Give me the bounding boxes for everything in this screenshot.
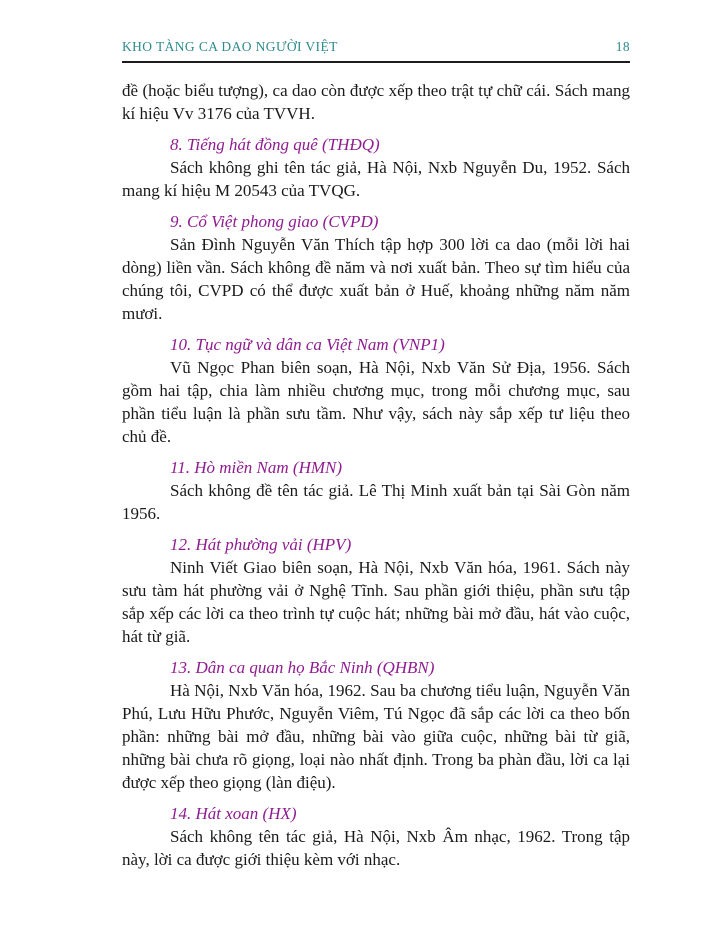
section-paragraph: Sách không tên tác giả, Hà Nội, Nxb Âm nhạc, 1962. Trong tập này, lời ca được giới thiệu kèm với nhạc. — [122, 827, 630, 869]
section-heading: 14. Hát xoan (HX) — [170, 804, 297, 823]
intro-paragraph: đề (hoặc biểu tượng), ca dao còn được xếp theo trật tự chữ cái. Sách mang kí hiệu Vv 3176 của TVVH. — [122, 81, 630, 123]
section-heading: 8. Tiếng hát đồng quê (THĐQ) — [170, 135, 380, 154]
section-paragraph: Sách không ghi tên tác giả, Hà Nội, Nxb Nguyễn Du, 1952. Sách mang kí hiệu M 20543 của TVQG. — [122, 158, 630, 200]
header-title: KHO TÀNG CA DAO NGƯỜI VIỆT — [122, 39, 338, 54]
section-heading: 12. Hát phường vải (HPV) — [170, 535, 352, 554]
section — [122, 333, 630, 448]
section — [122, 210, 630, 325]
section — [122, 456, 630, 525]
section-heading: 9. Cổ Việt phong giao (CVPD) — [170, 212, 379, 231]
header-page-number: 18 — [615, 39, 630, 54]
section-heading: 11. Hò miền Nam (HMN) — [170, 458, 343, 477]
section — [122, 802, 630, 871]
section — [122, 656, 630, 794]
section-paragraph: Sản Đình Nguyễn Văn Thích tập hợp 300 lời ca dao (mỗi lời hai dòng) liền vần. Sách không đề năm và nơi xuất bản. Theo sự tìm hiểu của chúng tôi, CVPD có thể được xuất bản ở Huế, khoảng những năm năm mươi. — [122, 235, 630, 323]
section-paragraph: Hà Nội, Nxb Văn hóa, 1962. Sau ba chương tiểu luận, Nguyễn Văn Phú, Lưu Hữu Phước, Nguyễn Viêm, Tú Ngọc đã sắp các lời ca theo bốn phần: những bài mở đầu, những bài vào giữa cuộc, những bài từ giã, những bài chưa rõ giọng, loại nào nhất định. Trong ba phàn đầu, lời ca lại được xếp theo giọng (làn điệu). — [122, 681, 630, 792]
document-body — [122, 79, 630, 871]
section-paragraph: Sách không đề tên tác giả. Lê Thị Minh xuất bản tại Sài Gòn năm 1956. — [122, 481, 630, 523]
section-heading: 13. Dân ca quan họ Bắc Ninh (QHBN) — [170, 658, 435, 677]
section — [122, 133, 630, 202]
section-paragraph: Vũ Ngọc Phan biên soạn, Hà Nội, Nxb Văn Sử Địa, 1956. Sách gồm hai tập, chia làm nhiều chương mục, trong mỗi chương mục, sau phần tiểu luận là phần sưu tầm. Như vậy, sách này sắp xếp tư liệu theo chủ đề. — [122, 358, 630, 446]
section — [122, 533, 630, 648]
section-paragraph: Ninh Viết Giao biên soạn, Hà Nội, Nxb Văn hóa, 1961. Sách này sưu tàm hát phường vải ở Nghệ Tĩnh. Sau phần giới thiệu, phần sưu tập sắp xếp các lời ca theo trình tự cuộc hát; những bài mở đầu, hát vào cuộc, hát từ giã. — [122, 558, 630, 646]
page-header — [122, 39, 630, 63]
section-heading: 10. Tục ngữ và dân ca Việt Nam (VNP1) — [170, 335, 445, 354]
